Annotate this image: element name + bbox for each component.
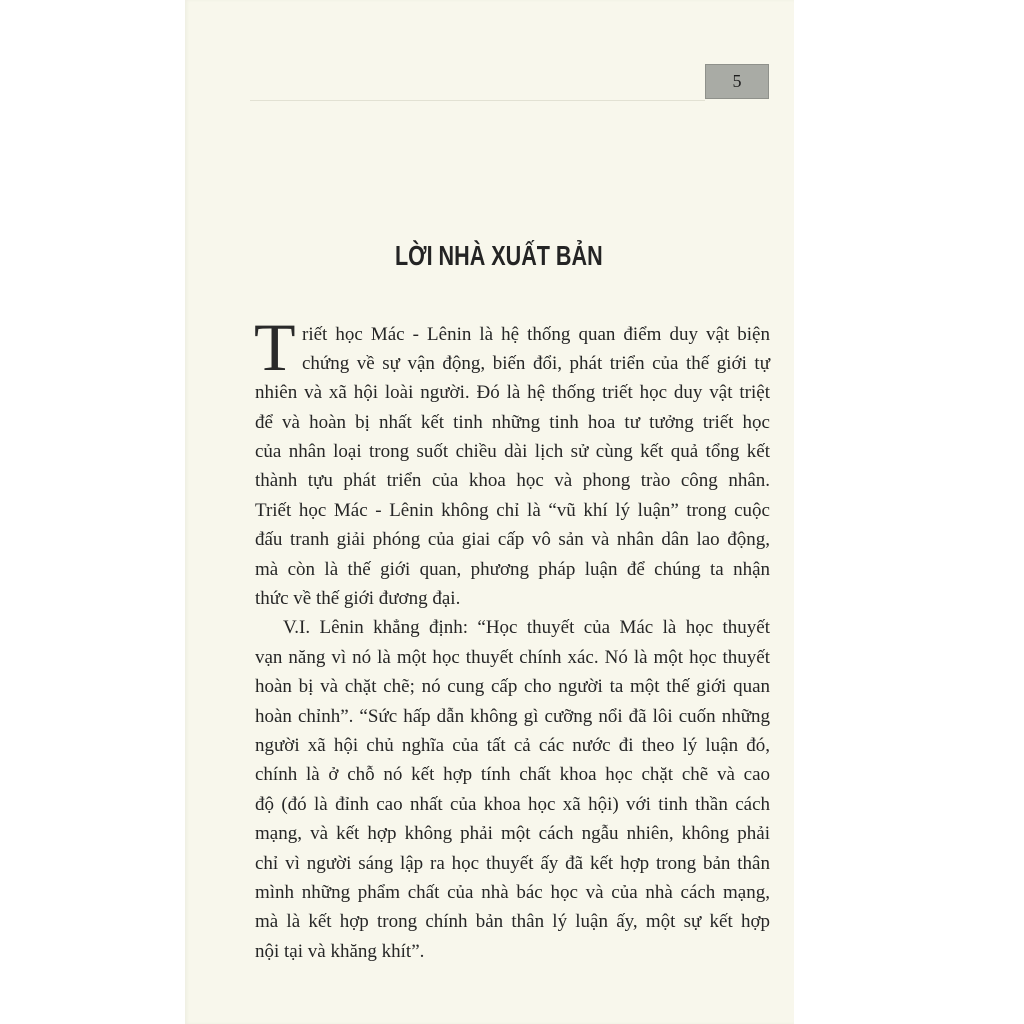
paragraph [255,613,770,966]
body-line-text: thức về thế giới đương đại. [255,588,461,610]
body-line [255,525,770,554]
body-line-text: nhiên và xã hội loài người. Đó là hệ thống triết học duy vật triệt [255,382,770,404]
body-line-text: mà là kết hợp trong chính bản thân lý luận ấy, một sự kết hợp [255,911,770,933]
body-line-text: đấu tranh giải phóng của giai cấp vô sản và nhân dân lao động, [255,529,770,551]
body-line [302,320,770,349]
body-line [255,819,770,848]
body-line-text: vạn năng vì nó là một học thuyết chính xác. Nó là một học thuyết [255,646,770,668]
body-line [255,878,770,907]
body-line [255,760,770,789]
body-line-text: chỉ vì người sáng lập ra học thuyết ấy đã kết hợp trong bản thân [255,852,770,874]
body-line-text: V.I. Lênin khẳng định: “Học thuyết của Mác là học thuyết [283,617,770,639]
body-line [255,378,770,407]
body-line [302,349,770,378]
body-line-text: mạng, và kết hợp không phải một cách ngẫu nhiên, không phải [255,823,770,845]
body-line [255,584,770,613]
body-line [255,731,770,760]
body-line [255,702,770,731]
body-line [255,849,770,878]
body-line [255,937,770,966]
body-line-text: của nhân loại trong suốt chiều dài lịch sử cùng kết quả tổng kết [255,441,770,463]
body-line-text: thành tựu phát triển của khoa học và phong trào công nhân. [255,470,770,492]
body-line-text: chứng về sự vận động, biến đổi, phát triển của thế giới tự [302,352,770,374]
page-title-text: LỜI NHÀ XUẤT BẢN [395,240,603,271]
body-line-text: chính là ở chỗ nó kết hợp tính chất khoa học chặt chẽ và cao [255,764,770,786]
body-line [283,613,770,642]
body-line-text: mà còn là thế giới quan, phương pháp luận để chúng ta nhận [255,558,770,580]
body-line-text: Triết học Mác - Lênin không chỉ là “vũ khí lý luận” trong cuộc [255,499,770,521]
drop-cap: T [254,309,296,385]
body-line-text: nội tại và khăng khít”. [255,940,425,962]
page-number: 5 [732,71,742,91]
body-line [255,643,770,672]
page-number-box [705,64,769,99]
body-line-text: mình những phẩm chất của nhà bác học và của nhà cách mạng, [255,881,770,903]
body-line [255,437,770,466]
paragraph [255,320,770,614]
body-line [255,790,770,819]
body-line [255,496,770,525]
body-line-text: người xã hội chủ nghĩa của tất cả các nước đi theo lý luận đó, [255,734,770,756]
body-line [255,408,770,437]
body-line-text: hoàn bị và chặt chẽ; nó cung cấp cho người ta một thế giới quan [255,676,770,698]
body-line-text: hoàn chỉnh”. “Sức hấp dẫn không gì cưỡng nổi đã lôi cuốn những [255,705,770,727]
preface-body [255,320,770,967]
page-title [349,242,649,270]
body-line-text: để và hoàn bị nhất kết tinh những tinh hoa tư tưởng triết học [255,411,770,433]
header-rule [250,100,705,101]
body-line [255,466,770,495]
body-line-text: riết học Mác - Lênin là hệ thống quan điểm duy vật biện [302,323,770,345]
body-line [255,672,770,701]
body-line-text: độ (đó là đỉnh cao nhất của khoa học xã hội) với tinh thần cách [255,793,770,815]
body-line [255,555,770,584]
body-line [255,907,770,936]
